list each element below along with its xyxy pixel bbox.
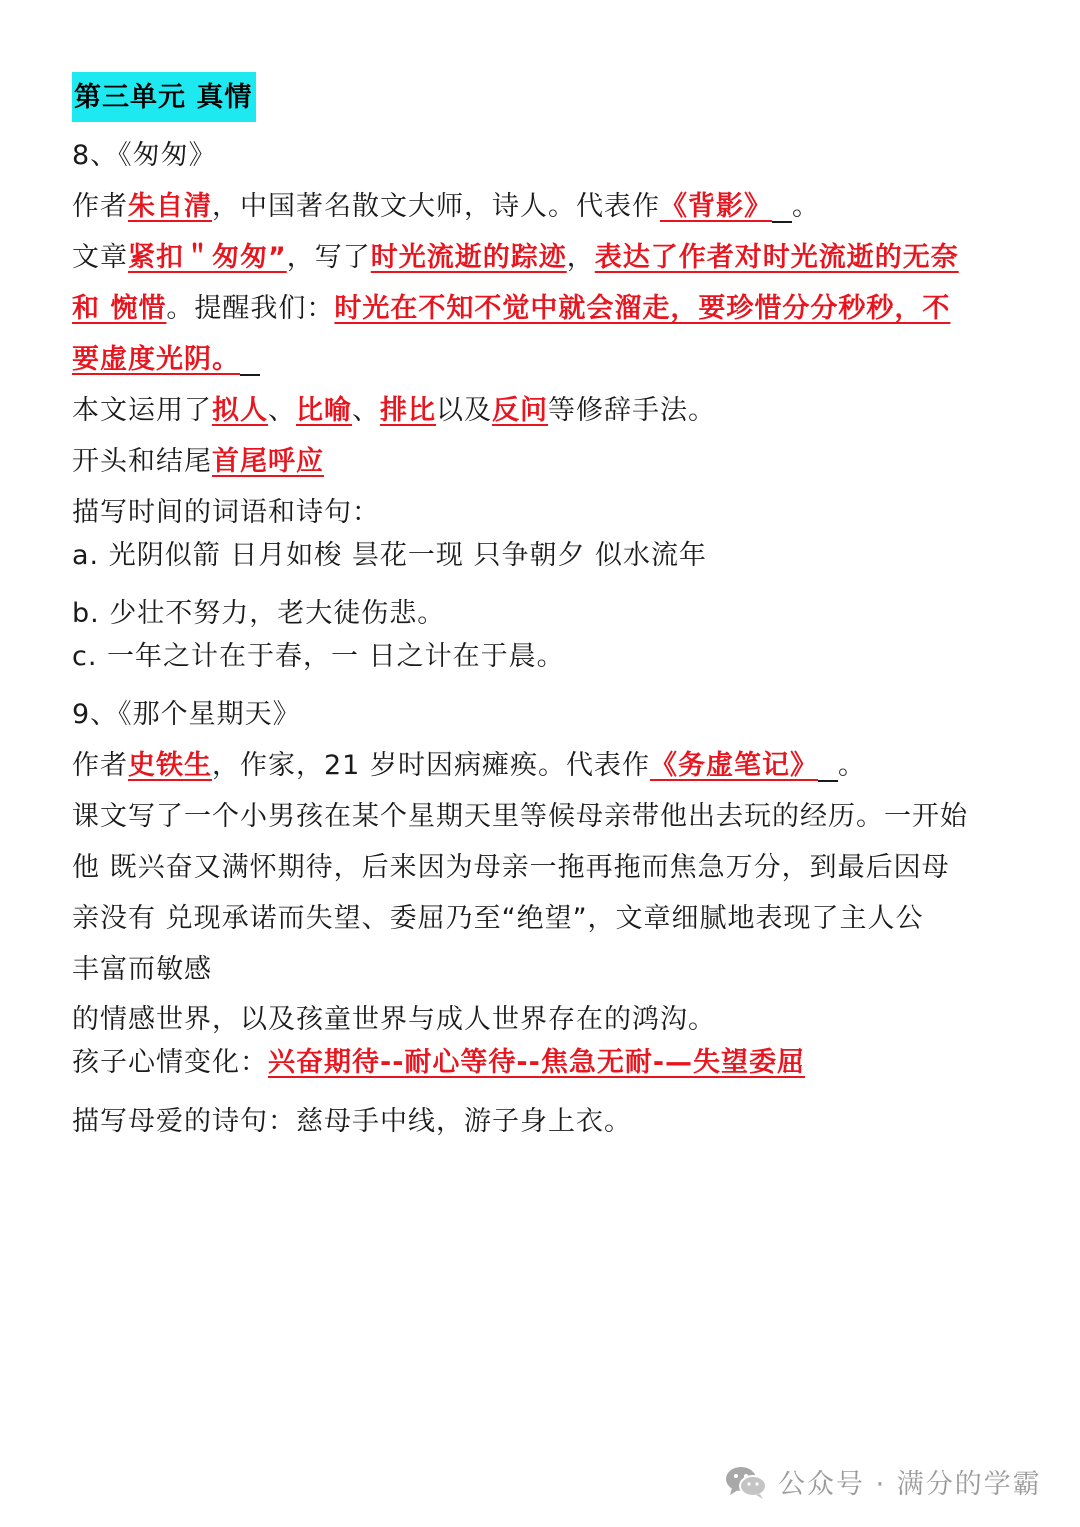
underline-pad bbox=[772, 220, 792, 223]
lesson-9-summary-line: 课文写了一个小男孩在某个星期天里等候母亲带他出去玩的经历。一开始 bbox=[72, 801, 968, 832]
lesson-9-summary-line: 亲没有 兑现承诺而失望、委屈乃至“绝望”，文章细腻地表现了主人公 bbox=[72, 903, 924, 934]
lesson-8-title: 8、《匆匆》 bbox=[72, 140, 217, 171]
author-name: 朱自清 bbox=[128, 191, 212, 222]
key-phrase: 要虚度光阴。 bbox=[72, 344, 240, 375]
time-words-item-a: a. 光阴似箭 日月如梭 昙花一现 只争朝夕 似水流年 bbox=[72, 540, 708, 571]
lesson-9-author-line bbox=[72, 746, 866, 786]
text: 开头和结尾 bbox=[72, 446, 212, 477]
wechat-icon bbox=[724, 1464, 768, 1500]
time-words-item-c: c. 一年之计在于春，一 日之计在于晨。 bbox=[72, 641, 565, 672]
text: 以及 bbox=[436, 395, 492, 426]
text: 作者 bbox=[72, 750, 128, 781]
key-phrase: 时光在不知不觉中就会溜走，要珍惜分分秒秒，不 bbox=[334, 293, 951, 324]
time-words-label: 描写时间的词语和诗句： bbox=[72, 497, 380, 528]
text: 。提醒我们： bbox=[166, 293, 335, 324]
mood-sequence: 兴奋期待--耐心等待--焦急无耐-—失望委屈 bbox=[268, 1047, 806, 1078]
key-phrase: 紧扣＂匆匆” bbox=[128, 242, 287, 273]
lesson-9-title: 9、《那个星期天》 bbox=[72, 699, 301, 730]
lesson-9-summary-line: 丰富而敏感 bbox=[72, 954, 212, 985]
structure-term: 首尾呼应 bbox=[212, 446, 324, 477]
rhetoric-term: 拟人 bbox=[212, 395, 268, 426]
lesson-9-summary-line: 的情感世界，以及孩童世界与成人世界存在的鸿沟。 bbox=[72, 1004, 716, 1035]
rhetoric-term: 反问 bbox=[492, 395, 548, 426]
text: 、 bbox=[268, 395, 296, 426]
text: 文章 bbox=[72, 242, 128, 273]
lesson-8-author-line bbox=[72, 187, 820, 227]
text: 。 bbox=[792, 191, 820, 222]
underline-pad bbox=[818, 779, 838, 782]
key-phrase: 时光流逝的踪迹 bbox=[370, 242, 567, 273]
text: 等修辞手法。 bbox=[548, 395, 716, 426]
text: ，中国著名散文大师，诗人。代表作 bbox=[212, 191, 660, 222]
lesson-8-article-line-3 bbox=[72, 340, 260, 380]
watermark bbox=[724, 1462, 1042, 1501]
rhetoric-term: 排比 bbox=[380, 395, 436, 426]
lesson-8-structure-line bbox=[72, 442, 324, 482]
lesson-8-article-line-1 bbox=[72, 238, 959, 278]
representative-work: 《背影》 bbox=[660, 191, 772, 222]
time-words-item-b: b. 少壮不努力，老大徒伤悲。 bbox=[72, 598, 446, 629]
text: 孩子心情变化： bbox=[72, 1047, 268, 1078]
text: ，写了 bbox=[286, 242, 371, 273]
underline-pad bbox=[240, 373, 260, 376]
mother-love-poem-line: 描写母爱的诗句：慈母手中线，游子身上衣。 bbox=[72, 1106, 632, 1137]
lesson-8-rhetoric-line bbox=[72, 391, 716, 431]
text: 本文运用了 bbox=[72, 395, 212, 426]
lesson-9-summary-line: 他 既兴奋又满怀期待，后来因为母亲一拖再拖而焦急万分，到最后因母 bbox=[72, 852, 950, 883]
lesson-8-article-line-2 bbox=[72, 289, 950, 329]
unit-heading: 第三单元 真情 bbox=[72, 72, 256, 122]
key-phrase: 和 惋惜 bbox=[72, 293, 167, 324]
text: 。 bbox=[837, 750, 866, 781]
watermark-text: 公众号 · 满分的学霸 bbox=[778, 1469, 1042, 1500]
key-phrase: 表达了作者对时光流逝的无奈 bbox=[594, 242, 959, 273]
lesson-9-mood-line bbox=[72, 1043, 805, 1083]
representative-work: 《务虚笔记》 bbox=[649, 750, 818, 781]
text: ，作家，21 岁时因病瘫痪。代表作 bbox=[212, 750, 650, 781]
rhetoric-term: 比喻 bbox=[296, 395, 352, 426]
text: ， bbox=[566, 242, 595, 273]
text: 、 bbox=[352, 395, 380, 426]
author-name: 史铁生 bbox=[128, 750, 212, 781]
text: 作者 bbox=[72, 191, 128, 222]
